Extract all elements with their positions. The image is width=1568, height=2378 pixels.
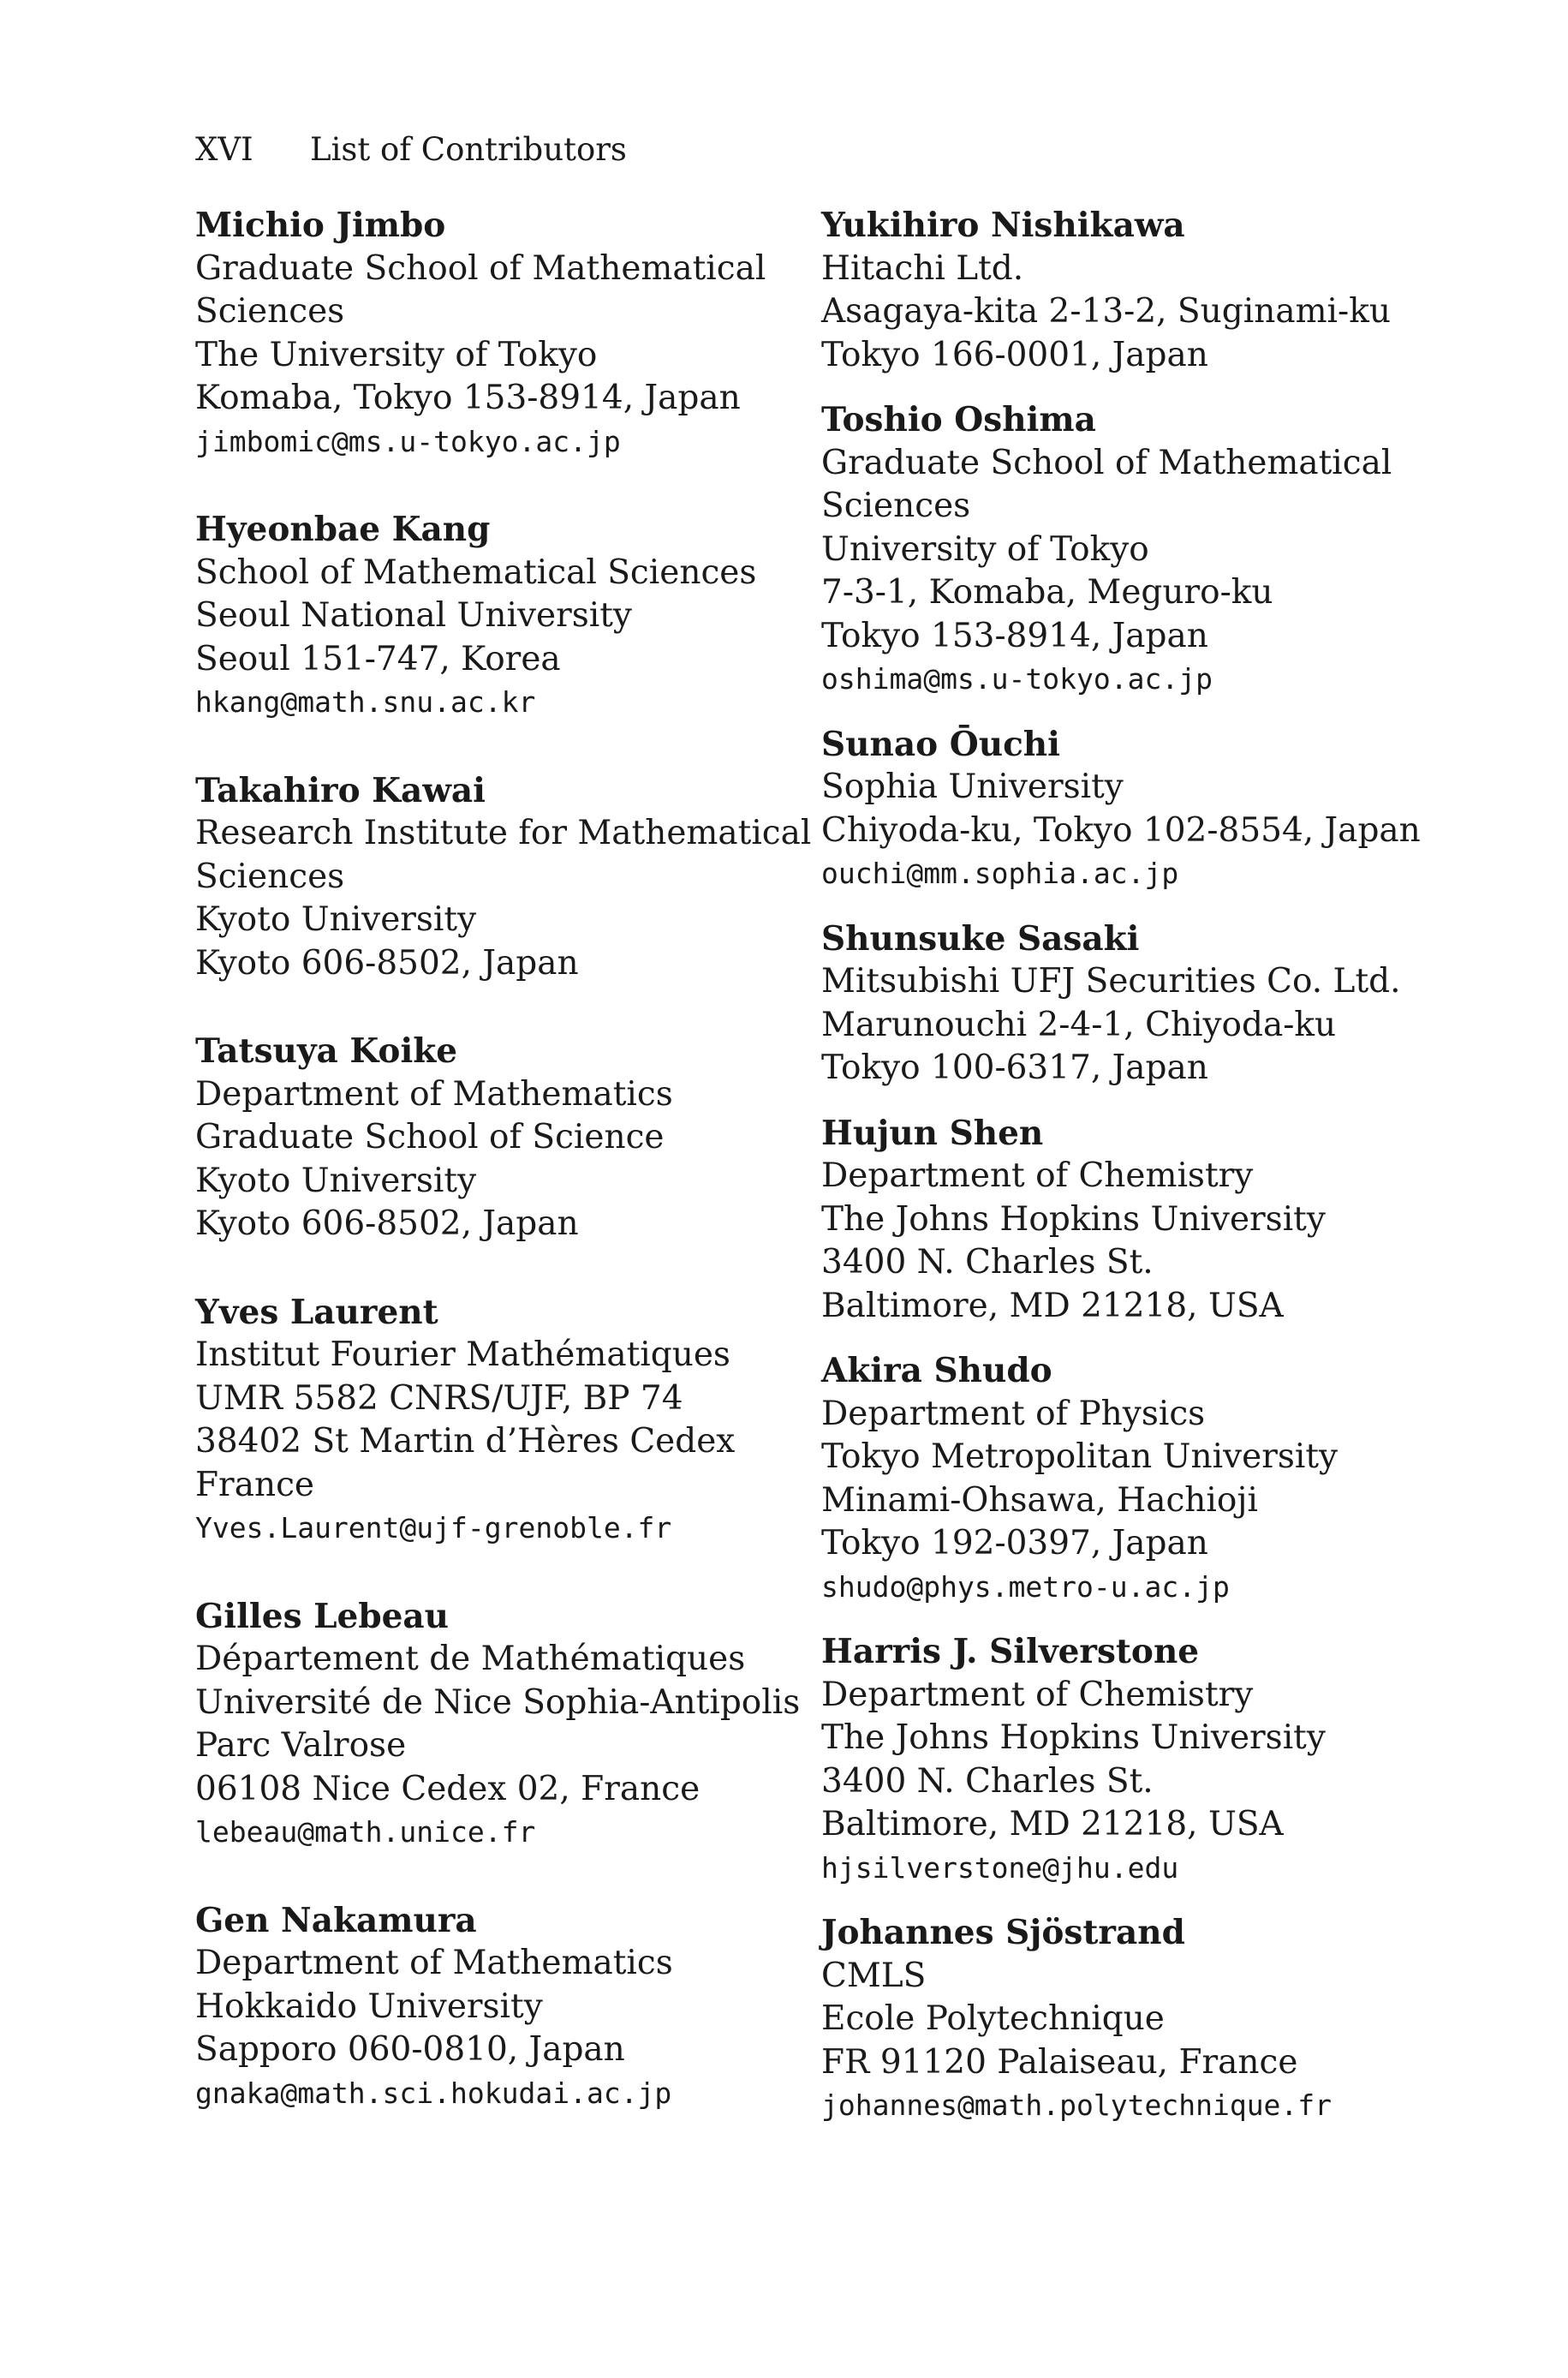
affiliation-line: 3400 N. Charles St. <box>821 1761 1154 1801</box>
affiliation-line: Department of Chemistry <box>821 1156 1254 1195</box>
affiliation-line: Baltimore, MD 21218, USA <box>821 1286 1284 1325</box>
contributor-email: hjsilverstone@jhu.edu <box>821 1850 1179 1885</box>
contributor-name: Yukihiro Nishikawa <box>821 206 1185 245</box>
contributor-name: Tatsuya Koike <box>195 1031 458 1071</box>
affiliation-line: Seoul National University <box>195 596 632 635</box>
contributor-entry <box>821 917 1421 1090</box>
contributor-name: Akira Shudo <box>821 1351 1052 1390</box>
affiliation-line: Kyoto University <box>195 1161 477 1200</box>
affiliation-line: Marunouchi 2-4-1, Chiyoda-ku <box>821 1005 1337 1044</box>
affiliation-line: Université de Nice Sophia-Antipolis <box>195 1682 801 1722</box>
affiliation-line: Seoul 151-747, Korea <box>195 639 561 678</box>
affiliation-line: Minami-Ohsawa, Hachioji <box>821 1480 1258 1520</box>
contributor-entry <box>195 508 795 725</box>
contributor-name: Yves Laurent <box>195 1292 438 1332</box>
contributors-column-right <box>821 204 1421 2149</box>
contributor-name: Gilles Lebeau <box>195 1596 450 1636</box>
contributors-column-left <box>195 204 812 2160</box>
affiliation-line: Parc Valrose <box>195 1726 407 1765</box>
contributor-entry <box>821 1112 1421 1329</box>
contributor-entry <box>195 204 795 463</box>
affiliation-line: Kyoto University <box>195 900 477 939</box>
affiliation-line: Graduate School of Mathematical <box>195 248 766 288</box>
affiliation-line: Sciences <box>821 487 971 525</box>
contributor-name: Harris J. Silverstone <box>821 1632 1200 1671</box>
affiliation-line: Kyoto 606-8502, Japan <box>195 943 579 983</box>
affiliation-line: 06108 Nice Cedex 02, France <box>195 1769 701 1808</box>
contributor-name: Gen Nakamura <box>195 1900 477 1940</box>
affiliation-line: Institut Fourier Mathématiques <box>195 1335 730 1374</box>
affiliation-line: Mitsubishi UFJ Securities Co. Ltd. <box>821 962 1401 1001</box>
contributor-entry <box>821 723 1421 896</box>
contributor-email: shudo@phys.metro-u.ac.jp <box>821 1569 1230 1604</box>
affiliation-line: Sophia University <box>821 768 1124 806</box>
affiliation-line: Tokyo 166-0001, Japan <box>821 335 1208 374</box>
contributor-name: Toshio Oshima <box>821 400 1096 439</box>
affiliation-line: Baltimore, MD 21218, USA <box>821 1805 1284 1843</box>
contributor-entry <box>821 204 1421 377</box>
affiliation-line: Department of Mathematics <box>195 1944 673 1982</box>
contributor-email: Yves.Laurent@ujf-grenoble.fr <box>195 1511 672 1545</box>
affiliation-line: Tokyo 100-6317, Japan <box>821 1049 1208 1087</box>
contributor-email: johannes@math.polytechnique.fr <box>821 2088 1333 2122</box>
affiliation-line: Research Institute for Mathematical <box>195 814 812 852</box>
affiliation-line: University of Tokyo <box>821 529 1149 569</box>
contributor-entry <box>821 1349 1421 1609</box>
contributor-entry <box>195 1030 795 1246</box>
page-number: XVI <box>195 131 253 168</box>
affiliation-line: The Johns Hopkins University <box>821 1199 1326 1239</box>
contributor-email: gnaka@math.sci.hokudai.ac.jp <box>195 2076 672 2110</box>
affiliation-line: 38402 St Martin d’Hères Cedex <box>195 1422 736 1461</box>
contributor-entry <box>195 1595 801 1855</box>
affiliation-line: Sciences <box>195 292 345 331</box>
affiliation-line: Chiyoda-ku, Tokyo 102-8554, Japan <box>821 810 1421 850</box>
contributor-email: oshima@ms.u-tokyo.ac.jp <box>821 662 1213 696</box>
contributor-name: Takahiro Kawai <box>195 770 486 810</box>
contributor-entry <box>821 1911 1421 2128</box>
contributor-name: Hyeonbae Kang <box>195 510 491 549</box>
contributor-name: Hujun Shen <box>821 1113 1044 1153</box>
affiliation-line: Graduate School of Science <box>195 1118 665 1156</box>
affiliation-line: The Johns Hopkins University <box>821 1718 1326 1757</box>
affiliation-line: School of Mathematical Sciences <box>195 553 757 592</box>
running-title: List of Contributors <box>310 131 627 168</box>
contributor-email: hkang@math.snu.ac.kr <box>195 685 536 719</box>
affiliation-line: Tokyo 192-0397, Japan <box>821 1524 1208 1562</box>
contributor-email: ouchi@mm.sophia.ac.jp <box>821 857 1179 890</box>
affiliation-line: Department of Physics <box>821 1394 1206 1433</box>
contributor-email: lebeau@math.unice.fr <box>195 1815 536 1849</box>
contributor-email: jimbomic@ms.u-tokyo.ac.jp <box>195 424 621 458</box>
contributor-name: Michio Jimbo <box>195 206 446 245</box>
affiliation-line: Graduate School of Mathematical <box>821 443 1392 482</box>
affiliation-line: Ecole Polytechnique <box>821 1999 1165 2038</box>
affiliation-line: Département de Mathématiques <box>195 1640 746 1678</box>
affiliation-line: France <box>195 1465 314 1504</box>
affiliation-line: 7-3-1, Komaba, Meguro-ku <box>821 573 1273 612</box>
contributor-entry <box>195 1291 795 1550</box>
affiliation-line: 3400 N. Charles St. <box>821 1243 1154 1282</box>
affiliation-line: UMR 5582 CNRS/UJF, BP 74 <box>195 1378 683 1418</box>
contributor-name: Johannes Sjöstrand <box>821 1913 1185 1952</box>
affiliation-line: Kyoto 606-8502, Japan <box>195 1204 579 1243</box>
contributor-name: Shunsuke Sasaki <box>821 918 1140 959</box>
affiliation-line: Tokyo 153-8914, Japan <box>821 616 1208 655</box>
affiliation-line: Hitachi Ltd. <box>821 248 1024 288</box>
contributor-entry <box>195 1899 795 2116</box>
contributor-entry <box>195 769 812 986</box>
affiliation-line: Department of Chemistry <box>821 1675 1254 1714</box>
contributor-entry <box>821 398 1421 702</box>
running-head <box>195 130 627 170</box>
affiliation-line: Komaba, Tokyo 153-8914, Japan <box>195 379 741 417</box>
affiliation-line: Tokyo Metropolitan University <box>821 1437 1338 1476</box>
affiliation-line: Sciences <box>195 857 345 896</box>
affiliation-line: Sapporo 060-0810, Japan <box>195 2030 625 2069</box>
contributor-name: Sunao Ōuchi <box>821 724 1060 764</box>
affiliation-line: Asagaya-kita 2-13-2, Suginami-ku <box>821 292 1391 331</box>
affiliation-line: Department of Mathematics <box>195 1074 673 1114</box>
affiliation-line: The University of Tokyo <box>195 335 598 374</box>
contributor-entry <box>821 1630 1421 1890</box>
affiliation-line: CMLS <box>821 1956 927 1995</box>
affiliation-line: Hokkaido University <box>195 1987 543 2026</box>
affiliation-line: FR 91120 Palaiseau, France <box>821 2042 1298 2082</box>
